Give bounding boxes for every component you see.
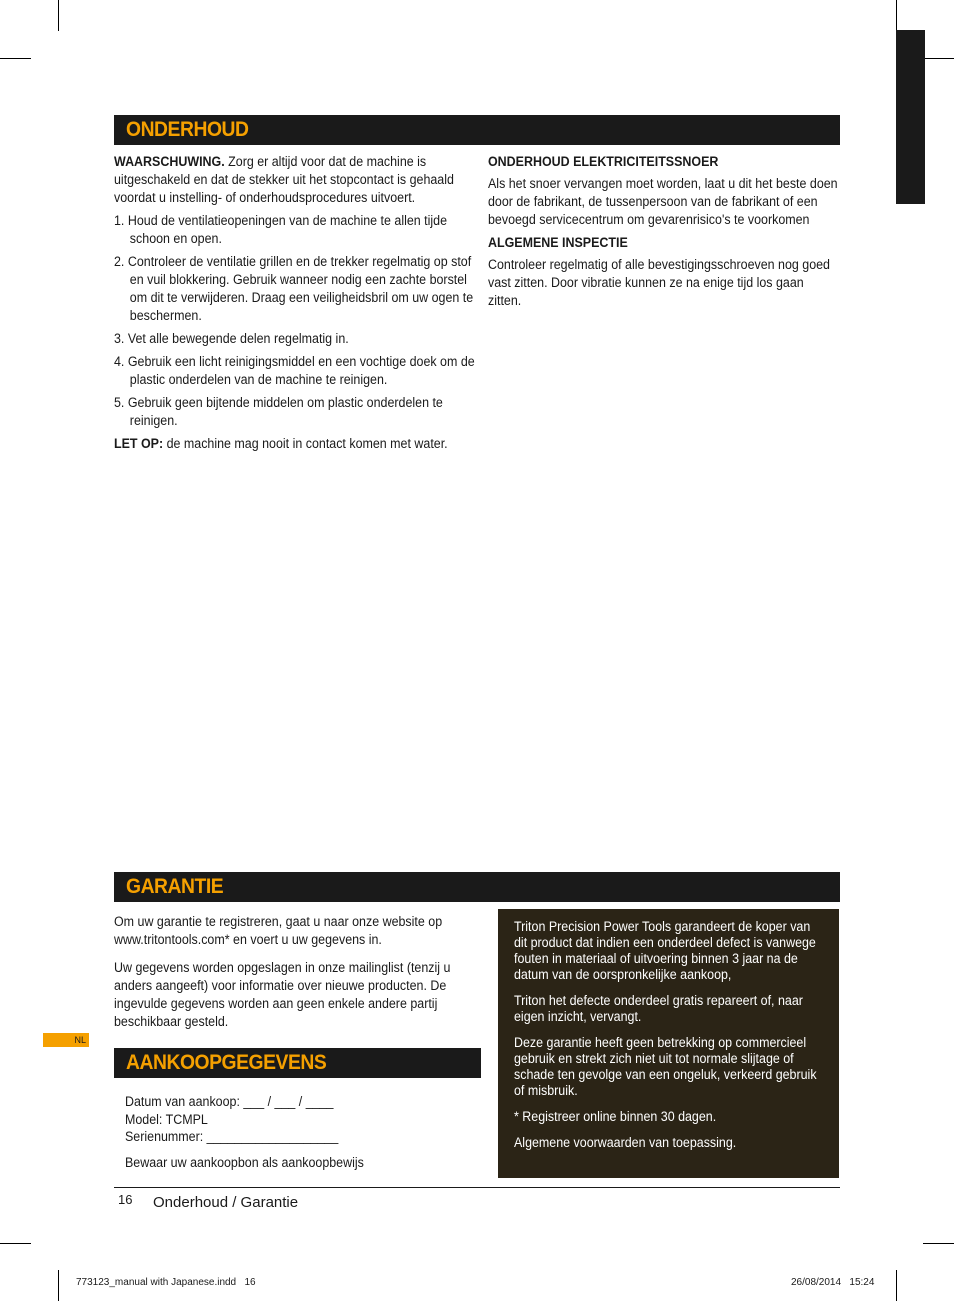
purchase-keep-line: Bewaar uw aankoopbon als aankoopbewijs xyxy=(125,1154,364,1170)
slug-date: 26/08/2014 15:24 xyxy=(791,1277,875,1288)
cord-heading: ONDERHOUD ELEKTRICITEITSSNOER xyxy=(488,154,719,169)
footer-rule xyxy=(114,1187,840,1188)
list-item: 3. Vet alle bewegende delen regelmatig in. xyxy=(114,331,349,346)
crop-mark xyxy=(0,1243,31,1244)
warranty-title: GARANTIE xyxy=(126,875,224,898)
purchase-header xyxy=(114,1048,481,1078)
register-text: Om uw garantie te registreren, gaat u naar onze website op www.tritontools.com* en voert u uw gegevens in. xyxy=(114,914,443,947)
maintenance-header xyxy=(114,115,840,145)
thumb-tab xyxy=(896,30,925,204)
crop-mark xyxy=(896,1270,897,1301)
warranty-header xyxy=(114,872,840,902)
inspection-heading: ALGEMENE INSPECTIE xyxy=(488,235,628,250)
crop-mark xyxy=(896,0,897,31)
language-tab: NL xyxy=(43,1033,89,1047)
purchase-date-line: Datum van aankoop: ___ / ___ / ____ xyxy=(125,1094,334,1109)
maintenance-left-column xyxy=(114,153,479,458)
note-paragraph xyxy=(114,435,479,453)
footer-section-title: Onderhoud / Garantie xyxy=(153,1194,299,1211)
crop-mark xyxy=(0,58,31,59)
crop-mark xyxy=(923,1243,954,1244)
maintenance-title: ONDERHOUD xyxy=(126,118,249,141)
list-item: 4. Gebruik een licht reinigingsmiddel en een vochtige doek om de plastic onderdelen van de machine te reinigen. xyxy=(114,354,475,387)
slug-filename: 773123_manual with Japanese.indd 16 xyxy=(76,1277,256,1288)
maintenance-steps xyxy=(114,212,479,430)
note-text: de machine mag nooit in contact komen met water. xyxy=(163,436,448,451)
purchase-serial-line: Serienummer: ___________________ xyxy=(125,1129,339,1144)
list-item: 5. Gebruik geen bijtende middelen om plastic onderdelen te reinigen. xyxy=(114,395,443,428)
warranty-box-paragraph: * Registreer online binnen 30 dagen. xyxy=(514,1109,717,1124)
purchase-details xyxy=(125,1093,475,1171)
purchase-title: AANKOOPGEGEVENS xyxy=(126,1051,327,1074)
maintenance-right-column xyxy=(488,153,840,315)
crop-mark xyxy=(58,0,59,31)
list-item: 1. Houd de ventilatieopeningen van de machine te allen tijde schoon en open. xyxy=(114,213,448,246)
warranty-box-paragraph: Triton het defecte onderdeel gratis repareert of, naar eigen inzicht, vervangt. xyxy=(514,993,803,1024)
purchase-model-line: Model: TCMPL xyxy=(125,1111,208,1127)
crop-mark xyxy=(923,58,954,59)
warning-paragraph xyxy=(114,153,479,207)
cord-text: Als het snoer vervangen moet worden, laat u dit het beste doen door de fabrikant, de tussenpersoon van de fabrikant of een bevoegd servicecentrum om gevarenrisico's te voorkomen xyxy=(488,176,838,227)
warning-label: WAARSCHUWING. xyxy=(114,154,225,169)
warranty-box-paragraph: Algemene voorwaarden van toepassing. xyxy=(514,1135,737,1150)
note-label: LET OP: xyxy=(114,436,164,451)
warranty-box-paragraph: Triton Precision Power Tools garandeert de koper van dit product dat indien een onderdeel defect is vanwege fouten in materiaal of uitvoering binnen 3 jaar na de datum van de oorspronkelijke aankoop, xyxy=(514,919,816,982)
list-item: 2. Controleer de ventilatie grillen en de trekker regelmatig op stof en vuil blokkering. Gebruik wanneer nodig een zachte borstel om dit te verwijderen. Draag een veiligheidsbril om uw ogen te beschermen. xyxy=(114,254,474,323)
warranty-box-paragraph: Deze garantie heeft geen betrekking op commercieel gebruik en strekt zich niet uit tot normale slijtage of schade ten gevolge van een ongeluk, verkeerd gebruik of misbruik. xyxy=(514,1035,817,1098)
page-number: 16 xyxy=(118,1192,133,1207)
warning-text: Zorg er altijd voor dat de machine is uitgeschakeld en dat de stekker uit het stopcontact is gehaald voordat u instelling- of onderhoudsprocedures uitvoert. xyxy=(114,154,454,205)
warranty-left-column xyxy=(114,913,484,1036)
inspection-text: Controleer regelmatig of alle bevestigingsschroeven nog goed vast zitten. Door vibratie kunnen ze na enige tijd los gaan zitten. xyxy=(488,257,830,308)
crop-mark xyxy=(58,1270,59,1301)
mailing-text: Uw gegevens worden opgeslagen in onze mailinglist (tenzij u anders aangeeft) voor informatie over nieuwe producten. De ingevulde gegevens worden aan geen enkele andere partij beschikbaar gesteld. xyxy=(114,960,451,1029)
warranty-box xyxy=(498,909,839,1178)
